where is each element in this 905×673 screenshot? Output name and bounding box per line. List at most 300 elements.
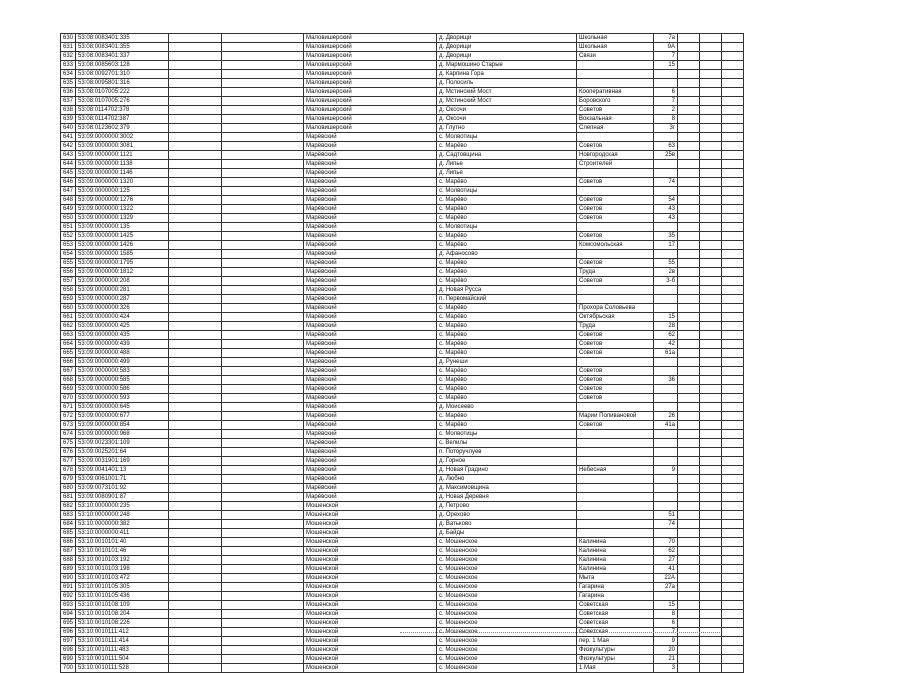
row-number-cell: 671 xyxy=(61,403,76,412)
empty-cell xyxy=(169,277,222,286)
row-number-cell: 686 xyxy=(61,538,76,547)
table-row xyxy=(61,664,744,673)
empty-cell xyxy=(678,601,700,610)
settlement-cell: п. Поторучлуев xyxy=(437,448,577,457)
house-number-cell xyxy=(654,286,678,295)
house-number-cell: 7 xyxy=(654,628,678,637)
empty-cell xyxy=(700,331,722,340)
row-number-cell: 678 xyxy=(61,466,76,475)
street-cell xyxy=(577,493,654,502)
settlement-cell: с. Молвотицы xyxy=(437,133,577,142)
settlement-cell: с. Марёво xyxy=(437,349,577,358)
empty-cell xyxy=(722,421,744,430)
empty-cell xyxy=(678,547,700,556)
house-number-cell: 17 xyxy=(654,241,678,250)
empty-cell xyxy=(700,448,722,457)
street-cell: Гагарина xyxy=(577,592,654,601)
empty-cell xyxy=(222,223,304,232)
settlement-cell: с. Марёво xyxy=(437,304,577,313)
cadastral-number-cell: 53:09:0000000:1425 xyxy=(76,232,169,241)
row-number-cell: 665 xyxy=(61,349,76,358)
empty-cell xyxy=(700,493,722,502)
street-cell: Калинина xyxy=(577,565,654,574)
house-number-cell: 15 xyxy=(654,313,678,322)
empty-cell xyxy=(169,421,222,430)
cadastral-number-cell: 53:09:0000000:1320 xyxy=(76,178,169,187)
empty-cell xyxy=(169,655,222,664)
settlement-cell: д. Глутно xyxy=(437,124,577,133)
settlement-cell: п. Первомайский xyxy=(437,295,577,304)
cadastral-number-cell: 53:09:0000000:1138 xyxy=(76,160,169,169)
cadastral-number-cell: 53:10:0010101:46 xyxy=(76,547,169,556)
empty-cell xyxy=(722,70,744,79)
empty-cell xyxy=(722,196,744,205)
empty-cell xyxy=(722,619,744,628)
empty-cell xyxy=(678,619,700,628)
street-cell xyxy=(577,358,654,367)
street-cell: Советов xyxy=(577,106,654,115)
empty-cell xyxy=(722,88,744,97)
row-number-cell: 636 xyxy=(61,88,76,97)
empty-cell xyxy=(678,367,700,376)
district-cell: Марёвский xyxy=(304,133,437,142)
empty-cell xyxy=(222,124,304,133)
table-row xyxy=(61,610,744,619)
empty-cell xyxy=(169,214,222,223)
street-cell: Комсомольская xyxy=(577,241,654,250)
settlement-cell: с. Марёво xyxy=(437,367,577,376)
cadastral-number-cell: 53:09:0031901:169 xyxy=(76,457,169,466)
settlement-cell: с. Молвотицы xyxy=(437,223,577,232)
empty-cell xyxy=(700,106,722,115)
empty-cell xyxy=(169,97,222,106)
empty-cell xyxy=(222,214,304,223)
table-row xyxy=(61,259,744,268)
empty-cell xyxy=(222,106,304,115)
table-row xyxy=(61,106,744,115)
settlement-cell: с. Мошенское xyxy=(437,619,577,628)
empty-cell xyxy=(722,601,744,610)
cadastral-number-cell: 53:08:0083401:355 xyxy=(76,43,169,52)
table-row xyxy=(61,43,744,52)
house-number-cell xyxy=(654,295,678,304)
empty-cell xyxy=(722,106,744,115)
empty-cell xyxy=(169,529,222,538)
empty-cell xyxy=(700,484,722,493)
house-number-cell: 36 xyxy=(654,376,678,385)
table-row xyxy=(61,394,744,403)
house-number-cell xyxy=(654,430,678,439)
settlement-cell: д. Орехово xyxy=(437,511,577,520)
empty-cell xyxy=(222,340,304,349)
settlement-cell: с. Марёво xyxy=(437,421,577,430)
empty-cell xyxy=(169,340,222,349)
house-number-cell: 74 xyxy=(654,520,678,529)
cadastral-number-cell: 53:09:0000000:439 xyxy=(76,340,169,349)
empty-cell xyxy=(678,556,700,565)
cadastral-number-cell: 53:08:0114702:387 xyxy=(76,115,169,124)
table-row xyxy=(61,52,744,61)
house-number-cell: 8 xyxy=(654,610,678,619)
street-cell: Марии Поливановой xyxy=(577,412,654,421)
district-cell: Марёвский xyxy=(304,196,437,205)
district-cell: Маловишерский xyxy=(304,124,437,133)
empty-cell xyxy=(722,457,744,466)
empty-cell xyxy=(700,610,722,619)
empty-cell xyxy=(222,286,304,295)
empty-cell xyxy=(222,538,304,547)
cadastral-number-cell: 53:09:0000000:125 xyxy=(76,187,169,196)
cadastral-number-cell: 53:09:0025201:64 xyxy=(76,448,169,457)
cadastral-number-cell: 53:09:0041401:13 xyxy=(76,466,169,475)
cadastral-number-cell: 53:09:0000000:1426 xyxy=(76,241,169,250)
empty-cell xyxy=(722,250,744,259)
district-cell: Мошенской xyxy=(304,547,437,556)
empty-cell xyxy=(678,475,700,484)
empty-cell xyxy=(722,376,744,385)
cadastral-number-cell: 53:10:0000000:235 xyxy=(76,502,169,511)
empty-cell xyxy=(169,412,222,421)
table-row xyxy=(61,592,744,601)
street-cell: Гагарина xyxy=(577,583,654,592)
cadastral-number-cell: 53:09:0080901:87 xyxy=(76,493,169,502)
house-number-cell xyxy=(654,484,678,493)
district-cell: Марёвский xyxy=(304,448,437,457)
empty-cell xyxy=(169,250,222,259)
empty-cell xyxy=(722,556,744,565)
house-number-cell xyxy=(654,394,678,403)
empty-cell xyxy=(169,61,222,70)
street-cell: Слепная xyxy=(577,124,654,133)
empty-cell xyxy=(222,133,304,142)
empty-cell xyxy=(169,619,222,628)
empty-cell xyxy=(222,97,304,106)
house-number-cell: 43 xyxy=(654,205,678,214)
empty-cell xyxy=(722,610,744,619)
empty-cell xyxy=(678,187,700,196)
cadastral-number-cell: 53:09:0000000:3081 xyxy=(76,142,169,151)
row-number-cell: 632 xyxy=(61,52,76,61)
house-number-cell xyxy=(654,70,678,79)
settlement-cell: д. Новая Градино xyxy=(437,466,577,475)
row-number-cell: 666 xyxy=(61,358,76,367)
empty-cell xyxy=(722,592,744,601)
table-row xyxy=(61,646,744,655)
street-cell xyxy=(577,70,654,79)
empty-cell xyxy=(722,583,744,592)
street-cell: Боровского xyxy=(577,97,654,106)
settlement-cell: с. Марёво xyxy=(437,331,577,340)
district-cell: Мошенской xyxy=(304,583,437,592)
district-cell: Маловишерский xyxy=(304,43,437,52)
empty-cell xyxy=(169,574,222,583)
house-number-cell: 55 xyxy=(654,259,678,268)
cadastral-number-cell: 53:10:0010111:414 xyxy=(76,637,169,646)
table-row xyxy=(61,637,744,646)
empty-cell xyxy=(169,322,222,331)
row-number-cell: 685 xyxy=(61,529,76,538)
settlement-cell: д. Мармошино Старые xyxy=(437,61,577,70)
house-number-cell: 43 xyxy=(654,214,678,223)
cadastral-number-cell: 53:08:0123602:379 xyxy=(76,124,169,133)
house-number-cell: 70 xyxy=(654,538,678,547)
street-cell: Советов xyxy=(577,232,654,241)
empty-cell xyxy=(700,637,722,646)
settlement-cell: д. Оксочи xyxy=(437,106,577,115)
empty-cell xyxy=(722,484,744,493)
district-cell: Мошенской xyxy=(304,511,437,520)
street-cell: Советская xyxy=(577,628,654,637)
street-cell: Советов xyxy=(577,394,654,403)
house-number-cell xyxy=(654,457,678,466)
settlement-cell: д. Моисеево xyxy=(437,403,577,412)
empty-cell xyxy=(222,403,304,412)
empty-cell xyxy=(700,592,722,601)
empty-cell xyxy=(700,268,722,277)
empty-cell xyxy=(169,583,222,592)
empty-cell xyxy=(678,493,700,502)
row-number-cell: 687 xyxy=(61,547,76,556)
empty-cell xyxy=(678,448,700,457)
empty-cell xyxy=(678,232,700,241)
empty-cell xyxy=(222,655,304,664)
district-cell: Мошенской xyxy=(304,610,437,619)
settlement-cell: д. Мстинский Мост xyxy=(437,88,577,97)
empty-cell xyxy=(169,196,222,205)
settlement-cell: с. Мошенское xyxy=(437,628,577,637)
street-cell xyxy=(577,61,654,70)
settlement-cell: д. Липье xyxy=(437,160,577,169)
settlement-cell: с. Мошенское xyxy=(437,646,577,655)
empty-cell xyxy=(722,367,744,376)
row-number-cell: 647 xyxy=(61,187,76,196)
empty-cell xyxy=(169,52,222,61)
settlement-cell: с. Мошенское xyxy=(437,637,577,646)
bottom-scan-artifact xyxy=(400,632,720,635)
district-cell: Марёвский xyxy=(304,142,437,151)
house-number-cell xyxy=(654,133,678,142)
street-cell: 1 Мая xyxy=(577,664,654,673)
district-cell: Маловишерский xyxy=(304,70,437,79)
empty-cell xyxy=(678,529,700,538)
empty-cell xyxy=(722,232,744,241)
table-row xyxy=(61,466,744,475)
empty-cell xyxy=(722,286,744,295)
empty-cell xyxy=(700,466,722,475)
empty-cell xyxy=(700,232,722,241)
empty-cell xyxy=(222,232,304,241)
empty-cell xyxy=(678,322,700,331)
street-cell xyxy=(577,403,654,412)
row-number-cell: 677 xyxy=(61,457,76,466)
empty-cell xyxy=(678,394,700,403)
district-cell: Марёвский xyxy=(304,412,437,421)
empty-cell xyxy=(222,241,304,250)
empty-cell xyxy=(222,196,304,205)
empty-cell xyxy=(678,151,700,160)
row-number-cell: 675 xyxy=(61,439,76,448)
empty-cell xyxy=(678,421,700,430)
row-number-cell: 692 xyxy=(61,592,76,601)
empty-cell xyxy=(222,169,304,178)
settlement-cell: с. Марёво xyxy=(437,241,577,250)
empty-cell xyxy=(169,664,222,673)
empty-cell xyxy=(722,538,744,547)
street-cell: Школьная xyxy=(577,43,654,52)
empty-cell xyxy=(222,295,304,304)
settlement-cell: с. Мошенское xyxy=(437,565,577,574)
row-number-cell: 639 xyxy=(61,115,76,124)
table-row xyxy=(61,448,744,457)
empty-cell xyxy=(169,466,222,475)
house-number-cell xyxy=(654,187,678,196)
empty-cell xyxy=(700,214,722,223)
empty-cell xyxy=(678,88,700,97)
settlement-cell: с. Велилы xyxy=(437,439,577,448)
row-number-cell: 642 xyxy=(61,142,76,151)
empty-cell xyxy=(678,295,700,304)
empty-cell xyxy=(722,241,744,250)
house-number-cell xyxy=(654,439,678,448)
cadastral-number-cell: 53:10:0000000:248 xyxy=(76,511,169,520)
empty-cell xyxy=(169,385,222,394)
empty-cell xyxy=(169,232,222,241)
empty-cell xyxy=(678,34,700,43)
row-number-cell: 694 xyxy=(61,610,76,619)
cadastral-number-cell: 53:10:0010105:436 xyxy=(76,592,169,601)
empty-cell xyxy=(678,664,700,673)
empty-cell xyxy=(169,295,222,304)
empty-cell xyxy=(222,439,304,448)
row-number-cell: 633 xyxy=(61,61,76,70)
empty-cell xyxy=(722,124,744,133)
empty-cell xyxy=(678,214,700,223)
empty-cell xyxy=(169,493,222,502)
cadastral-number-cell: 53:10:0010108:109 xyxy=(76,601,169,610)
cadastral-number-cell: 53:10:0000000:411 xyxy=(76,529,169,538)
street-cell: Октябрьская xyxy=(577,313,654,322)
row-number-cell: 674 xyxy=(61,430,76,439)
settlement-cell: д. Новая Русса xyxy=(437,286,577,295)
table-row xyxy=(61,97,744,106)
row-number-cell: 650 xyxy=(61,214,76,223)
cadastral-number-cell: 53:09:0061001:71 xyxy=(76,475,169,484)
house-number-cell: 7а xyxy=(654,34,678,43)
empty-cell xyxy=(678,484,700,493)
settlement-cell: с. Мошенское xyxy=(437,556,577,565)
empty-cell xyxy=(222,412,304,421)
district-cell: Марёвский xyxy=(304,205,437,214)
empty-cell xyxy=(700,547,722,556)
table-row xyxy=(61,511,744,520)
empty-cell xyxy=(722,160,744,169)
empty-cell xyxy=(222,88,304,97)
district-cell: Марёвский xyxy=(304,268,437,277)
street-cell: Прохора Соловьева xyxy=(577,304,654,313)
empty-cell xyxy=(722,520,744,529)
empty-cell xyxy=(722,295,744,304)
district-cell: Мошенской xyxy=(304,574,437,583)
empty-cell xyxy=(700,439,722,448)
table-row xyxy=(61,169,744,178)
empty-cell xyxy=(222,493,304,502)
empty-cell xyxy=(700,412,722,421)
table-row xyxy=(61,565,744,574)
settlement-cell: с. Мошенское xyxy=(437,664,577,673)
cadastral-number-cell: 53:09:0000000:677 xyxy=(76,412,169,421)
empty-cell xyxy=(169,376,222,385)
cadastral-number-cell: 53:09:0000000:1812 xyxy=(76,268,169,277)
street-cell xyxy=(577,484,654,493)
row-number-cell: 659 xyxy=(61,295,76,304)
house-number-cell: 61а xyxy=(654,349,678,358)
settlement-cell: д. Любно xyxy=(437,475,577,484)
table-row xyxy=(61,232,744,241)
empty-cell xyxy=(700,196,722,205)
cadastral-number-cell: 53:10:0010108:226 xyxy=(76,619,169,628)
cadastral-number-cell: 53:09:0000000:1329 xyxy=(76,214,169,223)
empty-cell xyxy=(678,439,700,448)
street-cell: Советов xyxy=(577,349,654,358)
district-cell: Марёвский xyxy=(304,160,437,169)
house-number-cell: 35 xyxy=(654,232,678,241)
district-cell: Марёвский xyxy=(304,367,437,376)
empty-cell xyxy=(722,430,744,439)
empty-cell xyxy=(678,43,700,52)
street-cell xyxy=(577,286,654,295)
row-number-cell: 631 xyxy=(61,43,76,52)
empty-cell xyxy=(700,502,722,511)
district-cell: Мошенской xyxy=(304,628,437,637)
table-row xyxy=(61,484,744,493)
street-cell xyxy=(577,295,654,304)
empty-cell xyxy=(169,538,222,547)
table-row xyxy=(61,160,744,169)
empty-cell xyxy=(700,520,722,529)
empty-cell xyxy=(722,493,744,502)
empty-cell xyxy=(222,547,304,556)
district-cell: Марёвский xyxy=(304,430,437,439)
table-row xyxy=(61,178,744,187)
empty-cell xyxy=(700,556,722,565)
district-cell: Маловишерский xyxy=(304,52,437,61)
house-number-cell: 9А xyxy=(654,43,678,52)
settlement-cell: д. Рунеши xyxy=(437,358,577,367)
cadastral-number-cell: 53:10:0010111:504 xyxy=(76,655,169,664)
register-sheet xyxy=(60,33,744,673)
empty-cell xyxy=(222,358,304,367)
street-cell xyxy=(577,529,654,538)
empty-cell xyxy=(222,601,304,610)
house-number-cell: 9 xyxy=(654,466,678,475)
table-row xyxy=(61,304,744,313)
settlement-cell: с. Марёво xyxy=(437,142,577,151)
table-row xyxy=(61,376,744,385)
empty-cell xyxy=(700,421,722,430)
table-row xyxy=(61,214,744,223)
house-number-cell: 54 xyxy=(654,196,678,205)
row-number-cell: 682 xyxy=(61,502,76,511)
empty-cell xyxy=(722,529,744,538)
table-row xyxy=(61,493,744,502)
district-cell: Марёвский xyxy=(304,403,437,412)
empty-cell xyxy=(700,43,722,52)
street-cell: Советская xyxy=(577,601,654,610)
row-number-cell: 654 xyxy=(61,250,76,259)
cadastral-number-cell: 53:09:0000000:488 xyxy=(76,349,169,358)
settlement-cell: д. Дворищи xyxy=(437,52,577,61)
empty-cell xyxy=(222,664,304,673)
